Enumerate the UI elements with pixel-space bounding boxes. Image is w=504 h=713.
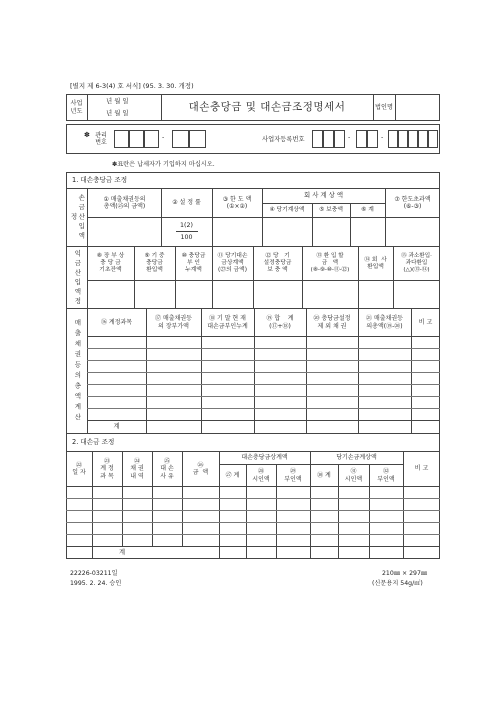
biz-reg-box-1[interactable] <box>312 130 323 148</box>
col6-header: ⑥ 계 <box>361 207 374 214</box>
r2c2-header: ⑨ 기 중 충당금 환입액 <box>144 253 165 273</box>
page-title: 대손충당금 및 대손금조정명세서 <box>188 101 346 114</box>
mgmt-no-label: 관리 번호 <box>95 131 107 146</box>
section1b-side-label: 매출채권등의총액계산 <box>73 318 82 424</box>
fiscal-year-label: 사업 년도 <box>70 100 83 115</box>
r2c8-header: ⑮ 과소환입· 과다환입 (△)(⑬-⑭) <box>401 253 432 273</box>
h30-total: ㉚ 계 <box>317 471 331 479</box>
mgmt-no-box-4[interactable] <box>172 130 189 148</box>
form-code: 22226-03211일 <box>70 570 118 577</box>
col7-header: ⑦ 한도초과액 (⑥-③) <box>394 195 431 210</box>
r2c5-header: ⑫ 당 기 설정충당금 보 충 액 <box>263 253 292 273</box>
group1-header: 대손충당금상계액 <box>241 454 288 462</box>
biz-reg-box-2[interactable] <box>323 130 334 148</box>
h29-denied: ㉙ 부인액 <box>284 468 302 483</box>
mgmt-no-marker-icon: ✽ <box>84 131 90 139</box>
section2-title: 2. 대손금 조정 <box>72 438 115 446</box>
col5-header: ⑤ 보충액 <box>319 207 343 214</box>
h24-claim: ㉔ 채 권 내 역 <box>130 458 144 480</box>
form-number: [별지 제 6-3(4) 호 서식] (95. 3. 30. 개정) <box>70 82 194 90</box>
col3-header: ③ 한 도 액 (①×②) <box>222 195 252 210</box>
biz-reg-box-9[interactable] <box>418 130 428 148</box>
h25-reason: ㉕ 대 손 사 유 <box>160 458 174 480</box>
group2-header: 당기손금계상액 <box>336 454 377 462</box>
r2c4-header: ⑪ 당기대손 금상계액 (㉗의 금액) <box>217 253 248 273</box>
r2c3-header: ⑩ 충당금 부 인 누계액 <box>181 253 206 273</box>
h16-account: ⑯ 계정과목 <box>100 318 133 326</box>
mgmt-no-box-1[interactable] <box>114 130 129 148</box>
paper-size: 210㎜ × 297㎜ <box>382 570 428 577</box>
section1b-total-label: 계 <box>113 423 120 431</box>
biz-reg-box-4[interactable] <box>356 130 367 148</box>
r2c7-header: ⑭ 회 사 환입액 <box>364 256 387 270</box>
biz-reg-box-5[interactable] <box>367 130 378 148</box>
col1-header: ① 매출채권등의 총액(㉕의 금액) <box>103 195 146 210</box>
biz-reg-box-6[interactable] <box>388 130 398 148</box>
row2-side-label: 익금산입액정 <box>73 249 82 307</box>
h18-denied: ⑱ 기 말 현 재 대손금부인누계 <box>207 315 248 330</box>
approval-date: 1995. 2. 24. 승인 <box>70 580 122 587</box>
section1-title: 1. 대손충당금 조정 <box>72 176 128 184</box>
note-text: ✽표란은 납세자가 기입하지 마십시오. <box>112 161 215 168</box>
biz-reg-box-7[interactable] <box>398 130 408 148</box>
biz-reg-label: 사업자등록번호 <box>262 136 305 143</box>
h22-date: ㉒ 일 자 <box>72 461 86 476</box>
dash-1: - <box>162 134 165 141</box>
h28-approved: ㉘ 시인액 <box>252 468 270 483</box>
h27-total: ㉗ 계 <box>225 471 240 479</box>
h-remark-2: 비 고 <box>414 465 429 473</box>
r2c1-header: ⑧ 장 부 상 충 당 금 기초잔액 <box>96 253 125 273</box>
mgmt-no-box-3[interactable] <box>144 130 159 148</box>
col2-header: ② 설 정 률 <box>172 199 201 207</box>
paper-type: (신문용지 54g/㎡) <box>372 580 423 587</box>
biz-reg-box-10[interactable] <box>428 130 438 148</box>
h-remark: 비 고 <box>418 318 433 326</box>
biz-reg-box-8[interactable] <box>408 130 418 148</box>
row1-side-label: 손금산입액정 <box>69 194 86 242</box>
h21-total: ㉑ 매출채권등 의총액(⑲-⑳) <box>366 315 403 330</box>
h19-sum: ⑲ 합 계 (⑰+⑱) <box>266 315 294 330</box>
biz-reg-box-3[interactable] <box>334 130 345 148</box>
rate-denominator: 100 <box>180 233 193 241</box>
period-from: 년 월 일 <box>106 97 129 105</box>
mgmt-no-box-5[interactable] <box>189 130 206 148</box>
corp-name-field[interactable] <box>396 95 439 120</box>
col4-header: ④ 당기계상액 <box>269 207 305 214</box>
mgmt-no-box-2[interactable] <box>129 130 144 148</box>
rate-numerator: 1(2) <box>180 221 193 229</box>
r2c6-header: ⑬ 환 입 할 금 액 (⑧-⑨-⑩-⑪-⑫) <box>310 253 350 273</box>
corp-name-label: 법인명 <box>375 103 393 111</box>
h23-account: ㉓ 계 정 과 목 <box>100 458 114 480</box>
col-group-header: 회 사 계 상 액 <box>304 191 343 200</box>
h32-denied: ㉜ 부인액 <box>377 468 395 483</box>
period-to: 년 월 일 <box>106 109 129 117</box>
h17-book-value: ⑰ 매출채권등 의 장부가액 <box>155 315 192 330</box>
h26-amount: ㉖ 금 액 <box>192 461 209 476</box>
h31-approved: ㉛ 시인액 <box>344 468 363 483</box>
section2-total-label: 계 <box>118 549 126 557</box>
h20-excluded: ⑳ 충당금설정 제 외 채 권 <box>313 315 351 330</box>
